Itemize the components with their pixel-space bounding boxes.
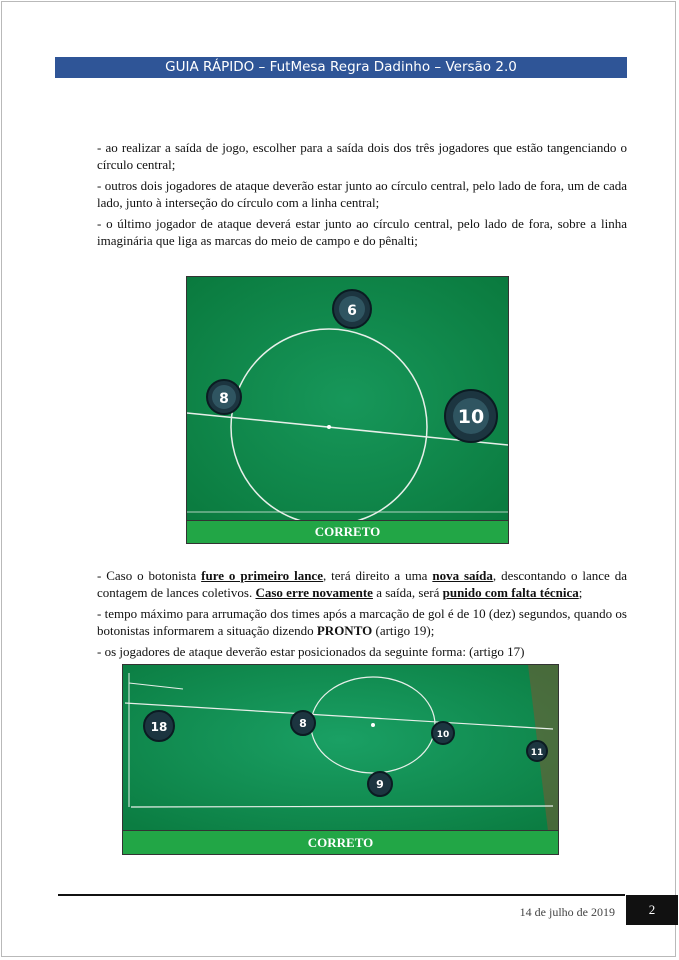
svg-text:11: 11 bbox=[530, 748, 544, 758]
player-button-6 bbox=[333, 290, 371, 328]
page-number: 2 bbox=[626, 895, 678, 925]
emphasis-misses-again: Caso erre novamente bbox=[255, 585, 373, 600]
field-image-2 bbox=[123, 665, 558, 831]
paragraph-setup-time: - tempo máximo para arrumação dos times após a marcação de gol é de 10 (dez) segundos, quando os botonistas informarem a situação dizendo PRONTO (artigo 19); bbox=[97, 606, 627, 638]
figure-kickoff-photo bbox=[186, 276, 509, 544]
svg-text:10: 10 bbox=[457, 406, 485, 428]
svg-text:9: 9 bbox=[376, 778, 384, 791]
footer-date: 14 de julho de 2019 bbox=[519, 905, 615, 919]
player-button-10 bbox=[432, 722, 454, 744]
player-button-9 bbox=[368, 772, 392, 796]
player-button-8 bbox=[291, 711, 315, 735]
paragraph-attack-position: - os jogadores de ataque deverão estar posicionados da seguinte forma: (artigo 17) bbox=[97, 644, 525, 659]
player-button-18 bbox=[144, 711, 174, 741]
field-image bbox=[187, 277, 508, 522]
emphasis-technical-foul: punido com falta técnica bbox=[442, 585, 579, 600]
svg-text:6: 6 bbox=[347, 303, 357, 319]
svg-text:8: 8 bbox=[219, 391, 229, 407]
svg-text:10: 10 bbox=[436, 730, 450, 740]
svg-text:18: 18 bbox=[150, 720, 168, 734]
paragraph-last-player: - o último jogador de ataque deverá estar junto ao círculo central, pelo lado de fora, sobre a linha imaginária que liga as marcas do meio de campo e do pênalti; bbox=[97, 216, 627, 248]
player-button-11 bbox=[527, 741, 547, 761]
paragraph-missed-kick: - Caso o botonista fure o primeiro lance, terá direito a uma nova saída, descontando o lance da contagem de lances coletivos. Caso erre novamente a saída, será punido com falta técnica; bbox=[97, 568, 627, 600]
player-button-8 bbox=[207, 380, 241, 414]
figure-caption: CORRETO bbox=[187, 520, 508, 543]
paragraph-kickoff-choice: - ao realizar a saída de jogo, escolher para a saída dois dos três jogadores que estão tangenciando o círculo central; bbox=[97, 140, 627, 172]
paragraph-side-players: - outros dois jogadores de ataque deverão estar junto ao círculo central, pelo lado de fora, um de cada lado, junto à interseção do círculo com a linha central; bbox=[97, 178, 627, 210]
emphasis-new-kickoff: nova saída bbox=[432, 568, 493, 583]
emphasis-pronto: PRONTO bbox=[316, 623, 373, 638]
footer-rule bbox=[58, 894, 625, 896]
page-header: GUIA RÁPIDO – FutMesa Regra Dadinho – Versão 2.0 bbox=[55, 57, 627, 78]
player-button-10 bbox=[445, 390, 497, 442]
svg-text:8: 8 bbox=[299, 717, 307, 730]
figure-attack-formation-photo bbox=[122, 664, 559, 855]
emphasis-first-kick: fure o primeiro lance bbox=[201, 568, 323, 583]
figure-caption-2: CORRETO bbox=[123, 830, 558, 854]
